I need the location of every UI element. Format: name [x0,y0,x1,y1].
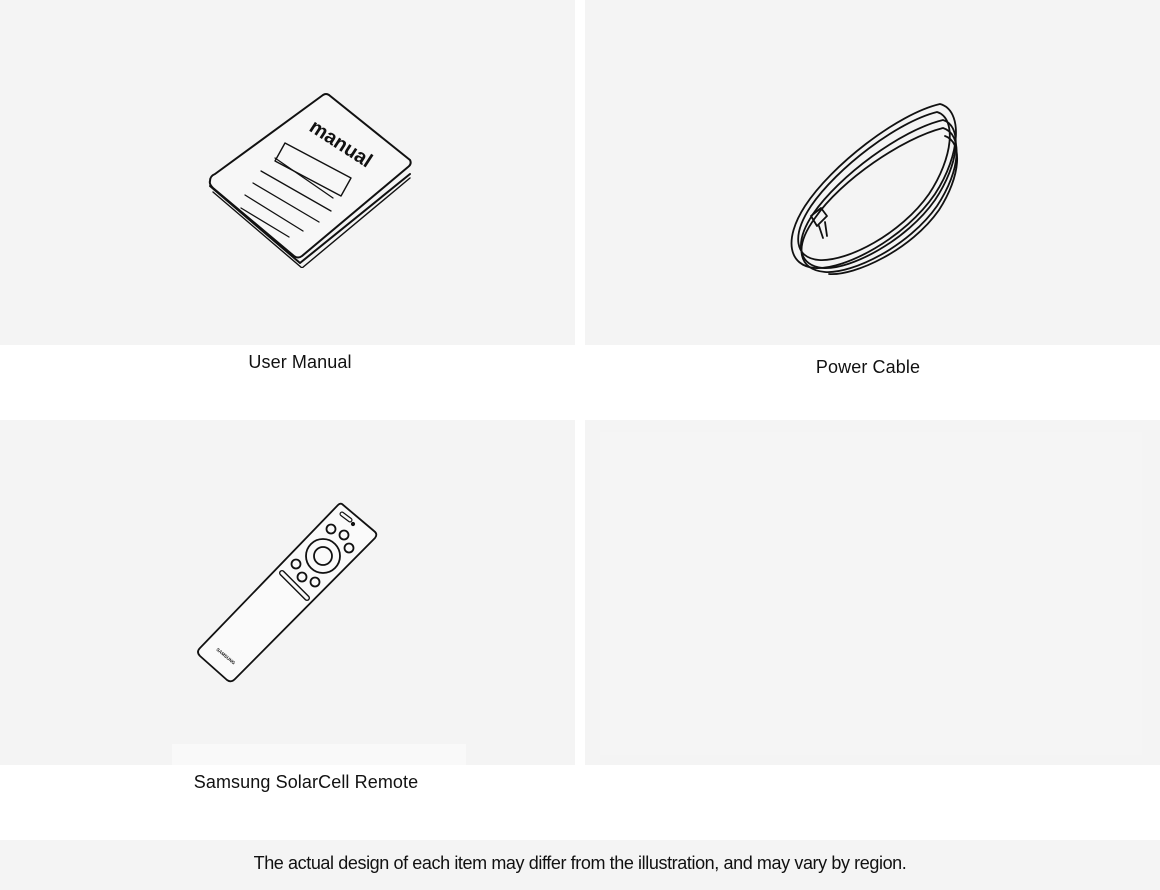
solarcell-remote-label: Samsung SolarCell Remote [193,772,419,792]
power-cable-icon [785,98,970,276]
accessory-tile-solarcell-remote [0,420,575,765]
accessory-tile-empty [585,420,1160,765]
user-manual-label: User Manual [248,352,352,372]
solarcell-remote-icon [192,500,382,686]
user-manual-icon [205,88,415,268]
remote-brand-text: SAMSUNG [215,646,237,666]
accessory-tile-user-manual [0,0,575,345]
empty-image-placeholder [600,432,1142,755]
accessory-tile-power-cable [585,0,1160,345]
disclaimer-bar [0,840,1160,890]
manual-cover-text: manual [305,115,376,173]
remote-caption-strip [172,744,466,765]
disclaimer-text: The actual design of each item may differ from the illustration, and may vary by region. [253,853,907,873]
power-cable-label: Power Cable [815,357,921,377]
